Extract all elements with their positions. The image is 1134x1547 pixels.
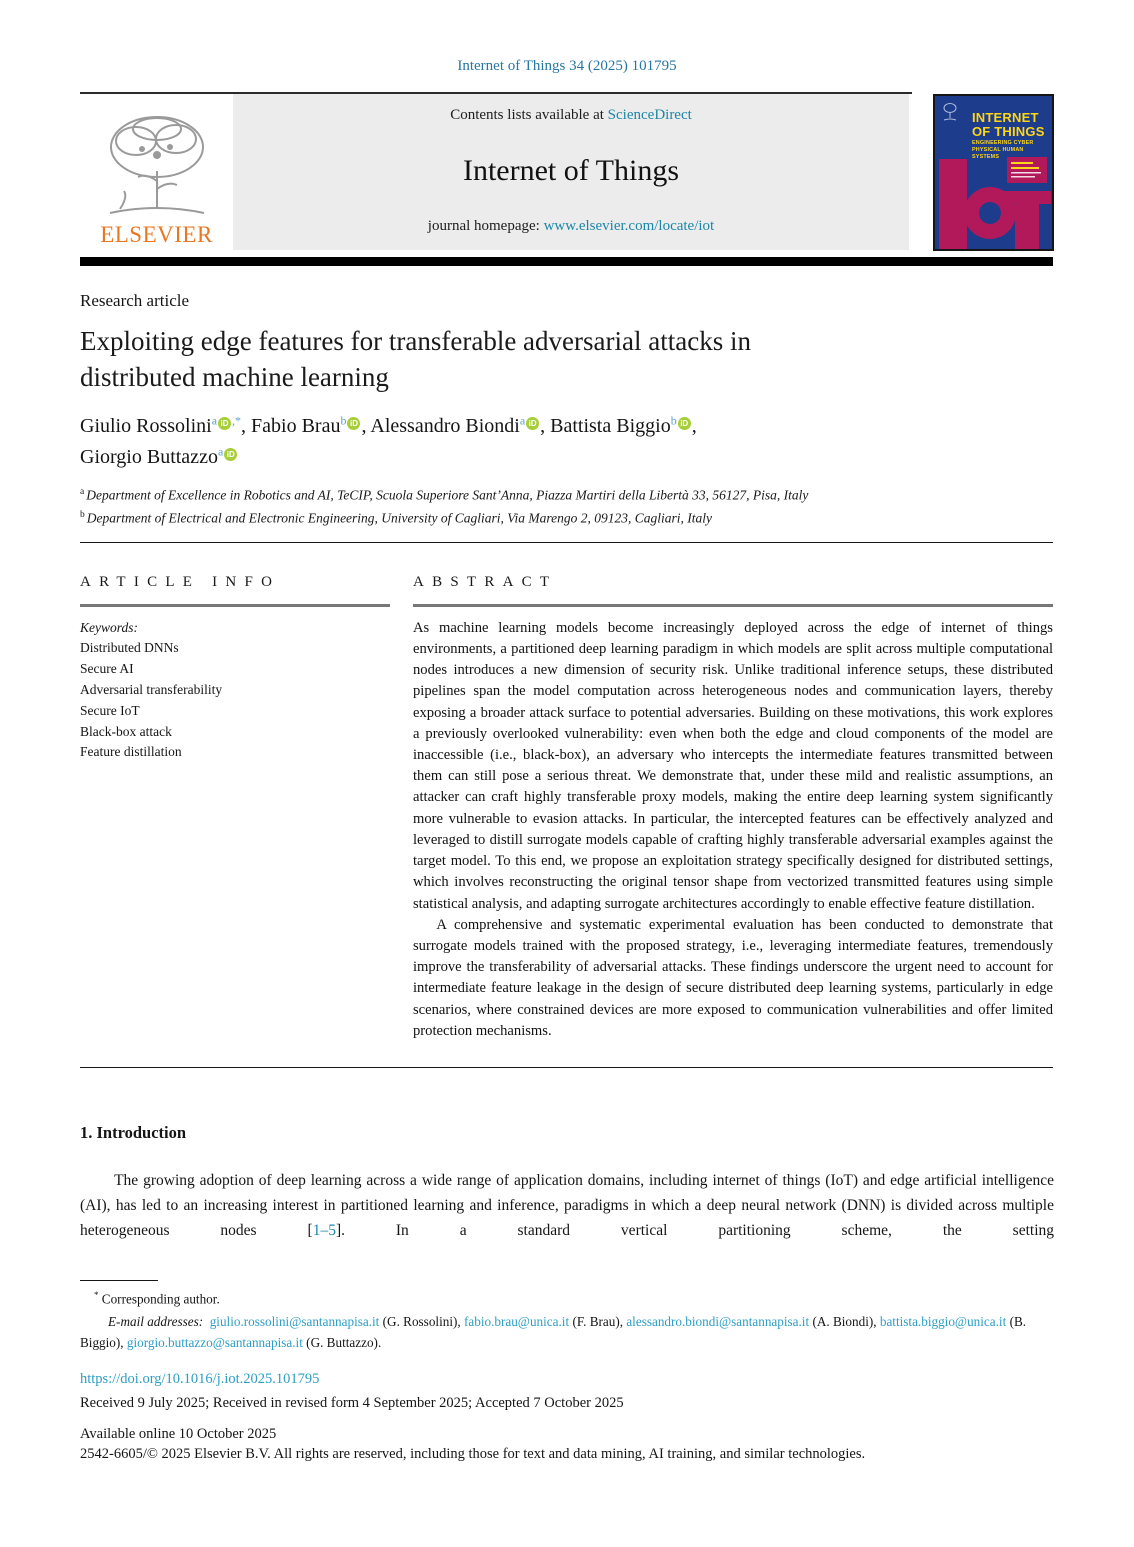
reference-link[interactable]: 1–5 bbox=[312, 1221, 336, 1239]
author-affil-sup: b bbox=[670, 413, 677, 428]
homepage-prefix: journal homepage: bbox=[427, 218, 544, 234]
email-owner: (G. Rossolini), bbox=[379, 1313, 464, 1329]
homepage-line bbox=[428, 218, 714, 235]
elsevier-logo-block[interactable] bbox=[80, 94, 233, 250]
elsevier-tree-icon bbox=[98, 111, 216, 228]
contents-prefix: Contents lists available at bbox=[450, 107, 608, 123]
divider-rule bbox=[80, 542, 1053, 543]
divider-rule bbox=[80, 1067, 1053, 1068]
affiliation-text: Department of Excellence in Robotics and AI, TeCIP, Scuola Superiore Sant’Anna, Piazza Martiri della Libertà 33, 56127, Pisa, Italy bbox=[86, 487, 809, 503]
author-separator: , bbox=[361, 414, 371, 437]
affiliation-a bbox=[80, 484, 1054, 507]
abstract-header: ABSTRACT bbox=[413, 573, 558, 590]
cover-title-line1: INTERNET bbox=[972, 110, 1039, 125]
author-name[interactable]: Fabio Brau bbox=[251, 414, 341, 437]
corresponding-author-note bbox=[80, 1288, 1054, 1310]
email-link[interactable]: giorgio.buttazzo@santannapisa.it bbox=[126, 1335, 303, 1351]
keyword-item: Adversarial transferability bbox=[80, 682, 223, 698]
corresponding-author-text: Corresponding author. bbox=[101, 1291, 220, 1307]
journal-cover-thumbnail[interactable] bbox=[933, 94, 1054, 251]
author-affil-sup: b bbox=[340, 413, 347, 428]
keywords-block bbox=[80, 618, 390, 763]
email-link[interactable]: giulio.rossolini@santannapisa.it bbox=[209, 1313, 380, 1329]
citation-bracket: ] bbox=[335, 1221, 342, 1239]
intro-text: . In a standard vertical partitioning scheme, the setting bbox=[341, 1221, 1054, 1239]
introduction-paragraph bbox=[80, 1169, 1054, 1243]
orcid-icon[interactable]: iD bbox=[347, 417, 360, 430]
article-info-column bbox=[80, 574, 390, 1042]
affiliation-b bbox=[80, 507, 1054, 530]
author-list bbox=[80, 411, 1054, 473]
article-info-header: ARTICLE INFO bbox=[80, 573, 281, 590]
abstract-paragraph-2: A comprehensive and systematic experimental evaluation has been conducted to demonstrate that surrogate models trained with the proposed strategy, i.e., leveraging intermediate features, tremendously improve the transferability of adversarial attacks. These findings underscore the urgent need to account for intermediate feature leakage in the design of secure distributed deep learning systems, particularly in edge scenarios, where constrained devices are more exposed to communication vulnerabilities and offer limited protection mechanisms. bbox=[413, 916, 1053, 1039]
abstract-text bbox=[413, 618, 1053, 1042]
article-info-rule bbox=[80, 604, 390, 607]
homepage-link[interactable]: www.elsevier.com/locate/iot bbox=[543, 218, 715, 234]
corresponding-author-sup[interactable]: ,* bbox=[232, 413, 242, 428]
article-title-line2: distributed machine learning bbox=[80, 361, 389, 392]
author-name[interactable]: Battista Biggio bbox=[550, 414, 671, 437]
affiliation-text: Department of Electrical and Electronic Engineering, University of Cagliari, Via Marengo 2, 09123, Cagliari, Italy bbox=[86, 510, 713, 526]
cover-title-line2: OF THINGS bbox=[972, 123, 1045, 139]
email-owner: (F. Brau), bbox=[569, 1313, 627, 1329]
keyword-item: Secure AI bbox=[80, 661, 134, 677]
email-link[interactable]: alessandro.biondi@santannapisa.it bbox=[626, 1313, 810, 1329]
orcid-icon[interactable]: iD bbox=[218, 417, 231, 430]
keyword-item: Secure IoT bbox=[80, 702, 140, 718]
email-owner: (A. Biondi), bbox=[809, 1313, 880, 1329]
abstract-paragraph-1: As machine learning models become increasingly deployed across the edge of internet of things environments, a partitioned deep learning paradigm in which models are split across multiple computational nodes introduces a new dimension of security risk. Unlike traditional inference setups, these distributed pipelines span the model computation across heterogeneous nodes and communication layers, thereby exposing a broader attack surface to potential adversaries. Building on these motivations, this work explores a previously overlooked vulnerability: even when both the edge and cloud components of the model are inaccessible (i.e., black-box), an adversary who intercepts the intermediate features transmitted between them can still pose a serious threat. We demonstrate that, under these mild and realistic assumptions, an attacker can craft highly transferable proxy models, making the entire deep learning system significantly more vulnerable to evasion attacks. In particular, the intercepted features can be effectively analyzed and leveraged to distill surrogate models capable of crafting highly transferable adversarial examples against the target model. To this end, we propose an exploitation strategy specifically designed for distributed settings, which involves reconstructing the original tensor shape from vectorized transmitted features using simple statistical analysis, and adapting surrogate architectures accordingly to enable effective feature distillation. bbox=[413, 619, 1053, 912]
keyword-item: Feature distillation bbox=[80, 744, 182, 760]
author-affil-sup: a bbox=[519, 413, 526, 428]
available-online: Available online 10 October 2025 bbox=[80, 1426, 277, 1443]
keyword-item: Distributed DNNs bbox=[80, 640, 179, 656]
email-link[interactable]: fabio.brau@unica.it bbox=[463, 1313, 570, 1329]
affiliation-list bbox=[80, 484, 1054, 531]
cover-title bbox=[972, 111, 1045, 138]
article-title bbox=[80, 324, 1054, 396]
affiliation-sup: b bbox=[80, 510, 85, 521]
intro-text: The growing adoption of deep learning across a wide range of application domains, including internet of things (IoT) and edge artificial intelligence (AI), has led to an increasing interest in partitioned learning and inference, paradigms in which a deep neural network (DNN) is divided across multiple heterogeneous nodes bbox=[80, 1172, 1054, 1239]
doi-link[interactable]: https://doi.org/10.1016/j.iot.2025.101795 bbox=[80, 1371, 320, 1388]
keyword-item: Black-box attack bbox=[80, 723, 172, 739]
header-black-bar bbox=[80, 257, 1053, 266]
abstract-rule bbox=[413, 604, 1053, 607]
sciencedirect-link[interactable]: ScienceDirect bbox=[607, 107, 692, 123]
orcid-icon[interactable]: iD bbox=[224, 448, 237, 461]
section-heading-introduction: 1. Introduction bbox=[80, 1123, 187, 1143]
article-title-line1: Exploiting edge features for transferable adversarial attacks in bbox=[80, 326, 751, 356]
elsevier-wordmark: ELSEVIER bbox=[100, 222, 213, 247]
author-name[interactable]: Giulio Rossolini bbox=[80, 414, 212, 437]
orcid-icon[interactable]: iD bbox=[678, 417, 691, 430]
emails-label: E-mail addresses: bbox=[108, 1313, 204, 1329]
citation-bracket: [ bbox=[307, 1221, 313, 1239]
cover-subtitle-line2: PHYSICAL HUMAN SYSTEMS bbox=[972, 146, 1024, 160]
author-name[interactable]: Giorgio Buttazzo bbox=[80, 445, 218, 468]
footnote-rule bbox=[80, 1280, 158, 1281]
author-separator: , bbox=[540, 414, 551, 437]
received-dates: Received 9 July 2025; Received in revised form 4 September 2025; Accepted 7 October 2025 bbox=[80, 1395, 624, 1412]
contents-line bbox=[450, 107, 692, 124]
info-abstract-section bbox=[80, 574, 1054, 1042]
doi-line bbox=[80, 1371, 1054, 1388]
cover-subtitle-line1: ENGINEERING CYBER bbox=[972, 140, 1034, 146]
email-addresses-line bbox=[80, 1311, 1054, 1355]
author-affil-sup: a bbox=[211, 413, 218, 428]
journal-title: Internet of Things bbox=[462, 154, 680, 187]
iot-logo-graphic bbox=[935, 151, 1052, 251]
orcid-icon[interactable]: iD bbox=[526, 417, 539, 430]
footnote-block bbox=[80, 1280, 1054, 1354]
cover-elsevier-mini-icon bbox=[942, 102, 958, 129]
journal-header bbox=[80, 94, 1054, 251]
article-type-label: Research article bbox=[80, 291, 190, 310]
footnote-marker: * bbox=[94, 1290, 99, 1301]
author-affil-sup: a bbox=[217, 444, 224, 459]
journal-banner bbox=[233, 94, 909, 250]
affiliation-sup: a bbox=[80, 486, 85, 497]
email-owner: (B. Biggio), bbox=[80, 1313, 1027, 1351]
author-separator: , bbox=[691, 414, 697, 437]
keywords-label: Keywords: bbox=[80, 619, 138, 635]
abstract-column bbox=[413, 574, 1053, 1042]
email-link[interactable]: battista.biggio@unica.it bbox=[879, 1313, 1007, 1329]
journal-citation: Internet of Things 34 (2025) 101795 bbox=[457, 58, 677, 74]
email-owner: (G. Buttazzo). bbox=[302, 1335, 382, 1351]
author-separator: , bbox=[241, 414, 252, 437]
author-name[interactable]: Alessandro Biondi bbox=[370, 414, 520, 437]
issn-copyright: 2542-6605/© 2025 Elsevier B.V. All rights are reserved, including those for text and data mining, AI training, and similar technologies. bbox=[80, 1446, 866, 1463]
